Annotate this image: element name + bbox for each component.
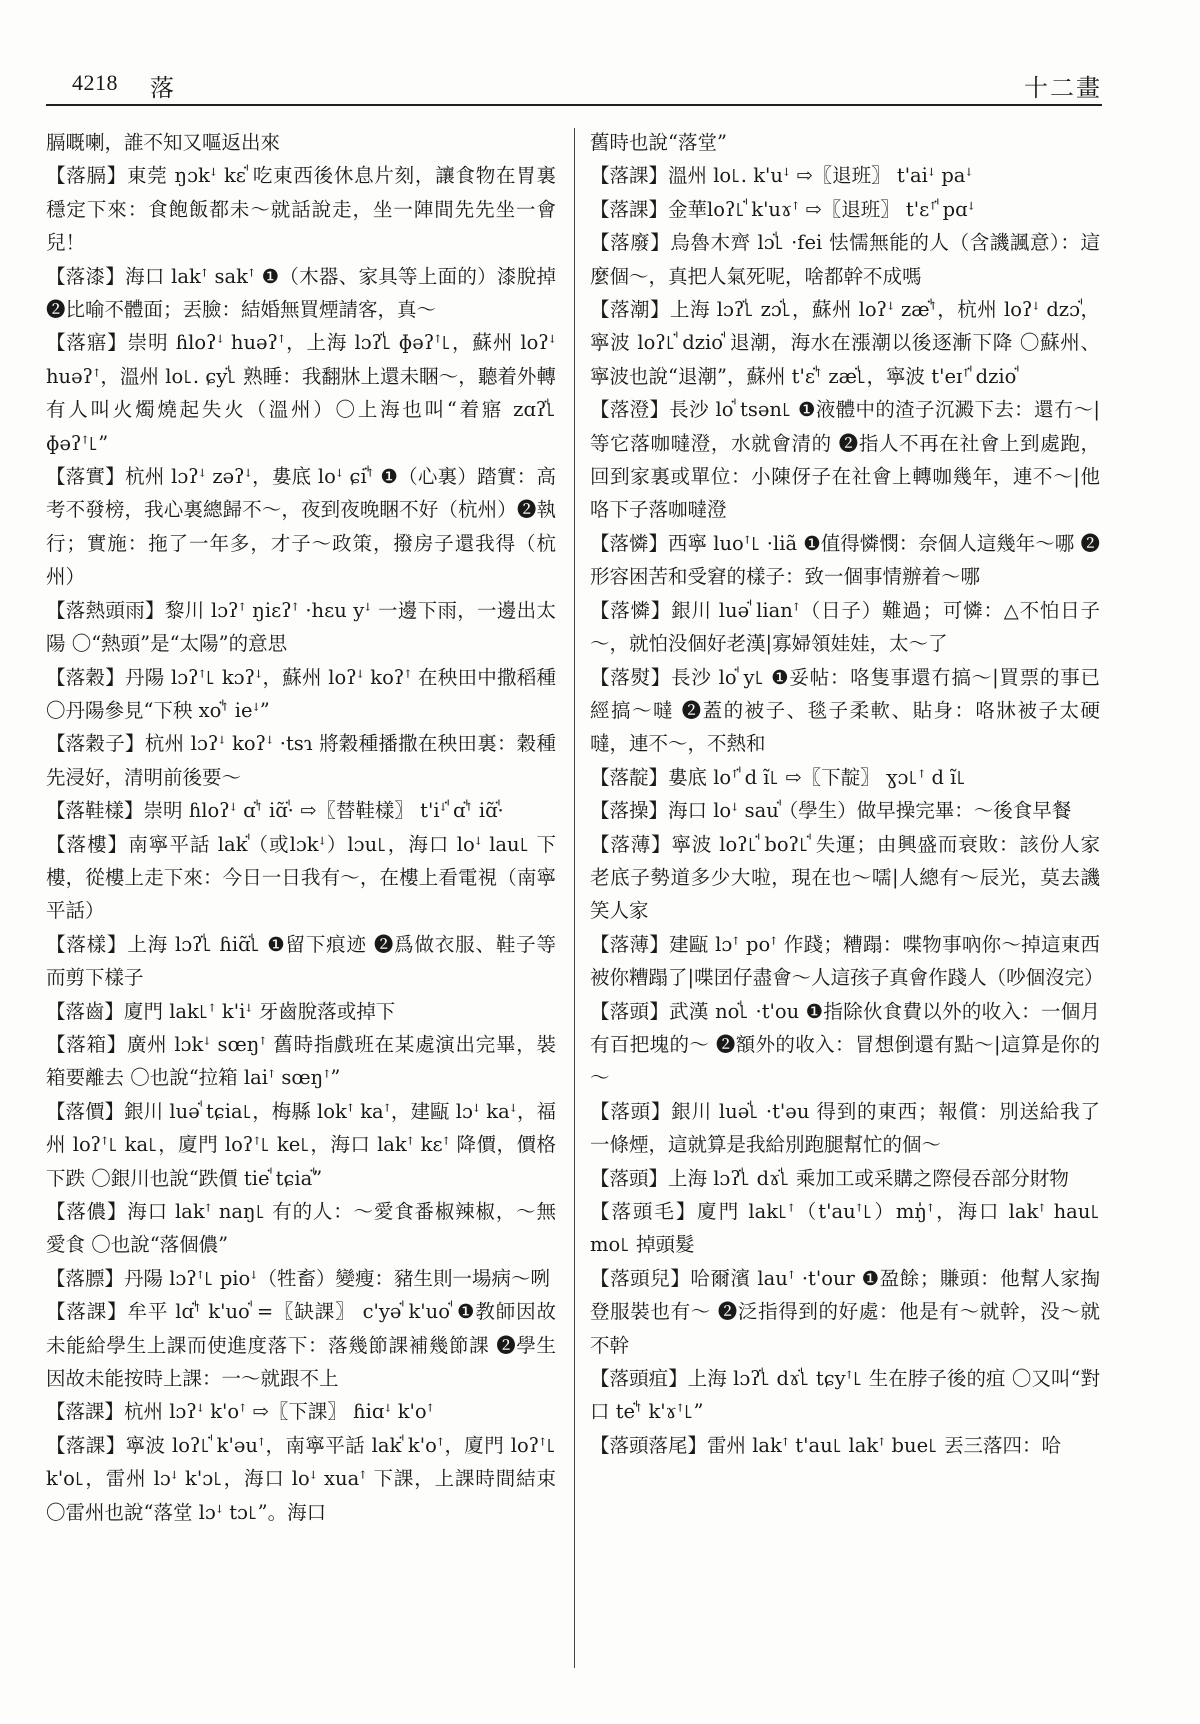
head-character: 落 bbox=[150, 74, 174, 102]
entry: 舊時也說“落堂” bbox=[590, 131, 727, 154]
entry: 【落廢】烏魯木齊 lɔꜗ꜖ ·fei 怯懦無能的人（含譏諷意）：這麼個～，真把人氣死呢，啥都幹不成嗎 bbox=[590, 231, 1100, 288]
entry: 【落鞋樣】崇明 ɦloʔꜜ ɑꜗꜛ iɑ̃ꜗ· ⇨〖替鞋樣〗 t'iꜜꜗ ɑꜗꜛ iɑ̃ꜗ· bbox=[46, 799, 504, 823]
entry: 【落箱】廣州 lɔkꜜ sœŋꜛ 舊時指戲班在某處演出完畢，裝箱要離去 〇也說“拉箱 laiꜛ sœŋꜛ” bbox=[46, 1032, 556, 1090]
entry: 【落儂】海口 lakꜛ naŋ꜖ 有的人：～愛食番椒辣椒，～無愛食 〇也說“落個儂” bbox=[46, 1200, 556, 1257]
entry: 【落頭】銀川 luəꜗ꜖ ·t'əu 得到的東西；報償：別送給我了一條煙，這就算是我給別跑腿幫忙的個～ bbox=[590, 1099, 1100, 1157]
header-rule bbox=[46, 104, 1102, 106]
entry: 【落熨】長沙 loꜗ y꜖ ❶妥帖：咯隻事還冇搞～|買票的事已經搞～噠 ❷蓋的被子、毯子柔軟、貼身：咯牀被子太硬噠，連不～，不熱和 bbox=[590, 665, 1100, 756]
entry: 【落樣】上海 lɔʔꜗ꜖ ɦiɑ̃ꜗ꜖ ❶留下痕迹 ❷爲做衣服、鞋子等而剪下樣子 bbox=[46, 932, 556, 990]
entry: 【落穀】丹陽 lɔʔꜛ꜖ kɔʔꜜ，蘇州 loʔꜜ koʔꜛ 在秧田中撒稻種 〇丹陽參見“下秧 xoꜗꜛ ieꜜ” bbox=[46, 665, 556, 722]
page-number: 4218 bbox=[72, 70, 118, 95]
entry: 【落薄】建甌 lɔꜛ poꜛ 作踐；糟蹋：喋物事吶你～掉這東西被你糟蹋了|喋囝仔盡會～人這孩子真會作踐人（吵個沒完） bbox=[590, 932, 1104, 990]
entry: 【落頭毛】廈門 lak꜖ꜛ（t'auꜛ꜖）mŋ̍ꜛ，海口 lakꜛ hau꜖ mo꜖ 掉頭髮 bbox=[590, 1200, 1100, 1257]
entry: 【落課】金華loʔ꜖ꜗ k'uɤꜛ ⇨〖退班〗 t'ɛꜛꜗ pɑꜜ bbox=[590, 197, 975, 221]
entry: 【落課】寧波 loʔ꜖ꜗ k'əuꜛ，南寧平話 lakꜗ k'oꜛ，廈門 loʔꜛ꜖ k'o꜖，雷州 lɔꜜ k'ɔ꜖，海口 loꜜ xuaꜛ 下課，上課時間結束 〇雷州也說“落堂 lɔꜜ tɔ꜖”。海口 bbox=[46, 1433, 556, 1524]
left-column bbox=[46, 126, 556, 1529]
entry: 【落頭兒】哈爾濱 lauꜛ ·t'our ❶盈餘；賺頭：他幫人家掏登服裝也有～ ❷泛指得到的好處：他是有～就幹，没～就不幹 bbox=[590, 1266, 1100, 1357]
entry: 【落憐】西寧 luoꜛ꜖ ·liã ❶值得憐憫：奈個人這幾年～哪 ❷形容困苦和受窘的樣子：致一個事情辦着～哪 bbox=[590, 531, 1100, 589]
entry: 【落薄】寧波 loʔ꜖ꜗ boʔ꜖ꜗ 失運；由興盛而衰敗：該份人家老底子勢道多少大啦，現在也～嚅|人總有～辰光，莫去譏笑人家 bbox=[590, 832, 1100, 923]
entry: 【落樓】南寧平話 lakꜗ（或lɔkꜜ）lɔu꜖，海口 loꜜ lau꜖ 下樓，從樓上走下來：今日一日我有～，在樓上看電視（南寧平話） bbox=[46, 832, 556, 923]
entry: 【落穀子】杭州 lɔʔꜜ koʔꜜ ·tsɿ 將穀種播撒在秧田裏：穀種先浸好，清明前後要～ bbox=[46, 732, 556, 789]
entry: 【落課】溫州 lo꜖. k'uꜜ ⇨〖退班〗 t'aiꜜ paꜜ bbox=[590, 164, 973, 188]
right-column bbox=[590, 126, 1104, 1462]
entry: 【落課】牟平 lɑꜗꜛ k'uoꜗ =〖缺課〗 c'yəꜗ k'uoꜗ ❶教師因故未能給學生上課而使進度落下：落幾節課補幾節課 ❷學生因故未能按時上課：一～就跟不上 bbox=[46, 1300, 556, 1391]
entry: 【落靛】婁底 loꜛꜗ d ĩ꜖ ⇨〖下靛〗 ɣɔ꜖ꜛ d ĩ꜖ bbox=[590, 765, 966, 789]
entry: 【落膈】東莞 ŋɔkꜜ kɛꜗ 吃東西後休息片刻，讓食物在胃裏穩定下來：食飽飯都未～就話說走，坐一陣間先先坐一會兒！ bbox=[46, 164, 556, 255]
entry: 【落潮】上海 lɔʔꜗ꜖ zɔꜗ꜖，蘇州 loʔꜜ zæꜗꜛ，杭州 loʔꜜ dzɔꜗ，寧波 loʔ꜖ꜗ dzioꜗ 退潮，海水在漲潮以後逐漸下降 〇蘇州、寧波也說“退潮”，蘇州 t'ɛꜗꜛ zæꜗ꜖，寧波 t'eɪꜛꜗ dzioꜗ bbox=[590, 298, 1100, 388]
column-divider bbox=[574, 128, 575, 1668]
entry: 膈嘅喇，誰不知又嘔返出來 bbox=[46, 131, 281, 154]
entry: 【落操】海口 loꜜ sauꜗ（學生）做早操完畢：～後食早餐 bbox=[590, 799, 1072, 823]
entry: 【落漆】海口 lakꜛ sakꜛ ❶（木器、家具等上面的）漆脫掉 ❷比喻不體面；丟臉：結婚無買煙請客，真～ bbox=[46, 264, 556, 322]
entry: 【落頭】上海 lɔʔꜗ꜖ dɤꜗ꜖ 乘加工或采購之際侵吞部分財物 bbox=[590, 1166, 1069, 1190]
entry: 【落實】杭州 lɔʔꜜ zəʔꜜ，婁底 loꜜ ɕiꜗꜛ ❶（心裏）踏實：高考不發榜，我心裏總歸不～，夜到夜晚睏不好（杭州）❷執行；實施：拖了一年多，才子～政策，撥房子還我得（杭州） bbox=[46, 465, 556, 589]
stroke-count: 十二畫 bbox=[1024, 74, 1102, 102]
entry: 【落寤】崇明 ɦloʔꜜ huəʔꜛ，上海 lɔʔꜗ꜖ ɸəʔꜛ꜖，蘇州 loʔꜜ huəʔꜛ，溫州 lo꜖. ɕyꜗ꜖ 熟睡：我翻牀上還未睏～，聽着外轉有人叫火燭燒起失火（溫州）〇上海也叫“着寤 zɑʔꜗ꜖ ɸəʔꜛ꜖” bbox=[46, 331, 556, 455]
entry: 【落熱頭雨】黎川 lɔʔꜛ ŋiɛʔꜛ ·hɛu yꜜ 一邊下雨，一邊出太陽 〇“熱頭”是“太陽”的意思 bbox=[46, 598, 556, 656]
entry: 【落頭落尾】雷州 lakꜛ t'au꜖ lakꜛ bue꜖ 丟三落四：哈 bbox=[590, 1433, 1061, 1457]
entry: 【落頭】武漢 noꜗ꜖ ·t'ou ❶指除伙食費以外的收入：一個月有百把塊的～ ❷額外的收入：冒想倒還有點～|這算是你的～ bbox=[590, 999, 1100, 1090]
entry: 【落膘】丹陽 lɔʔꜛ꜖ pioꜜ（牲畜）變瘦：豬生則一場病～咧 bbox=[46, 1266, 550, 1290]
entry: 【落價】銀川 luəꜗ tɕia꜖，梅縣 lokꜛ kaꜛ，建甌 lɔꜜ kaꜜ，福州 loʔꜛ꜖ ka꜖，廈門 loʔꜛ꜖ ke꜖，海口 lakꜛ kɛꜛ 降價，價格下跌 〇銀川也說“跌價 tieꜗ tɕiaꜗ” bbox=[46, 1099, 556, 1190]
entry: 【落齒】廈門 lak꜖ꜛ k'iꜜ 牙齒脫落或掉下 bbox=[46, 999, 396, 1023]
entry: 【落頭疽】上海 lɔʔꜗ꜖ dɤꜗ꜖ tɕyꜛ꜖ 生在脖子後的疽 〇又叫“對口 teꜗꜛ k'ɤꜛ꜖” bbox=[590, 1367, 1100, 1424]
entry: 【落憐】銀川 luəꜗ lianꜛ（日子）難過；可憐：△不怕日子～，就怕没個好老漢|寡婦領娃娃，太～了 bbox=[590, 598, 1100, 656]
entry: 【落澄】長沙 loꜗ tsən꜖ ❶液體中的渣子沉澱下去：還冇～|等它落咖噠澄，水就會清的 ❷指人不再在社會上到處跑，回到家裏或單位：小陳伢子在社會上轉咖幾年，連不～|他咯下子落咖噠澄 bbox=[590, 398, 1100, 522]
page-header bbox=[72, 62, 1102, 102]
entry: 【落課】杭州 lɔʔꜜ k'oꜛ ⇨〖下課〗 ɦiɑꜜ k'oꜛ bbox=[46, 1400, 434, 1424]
